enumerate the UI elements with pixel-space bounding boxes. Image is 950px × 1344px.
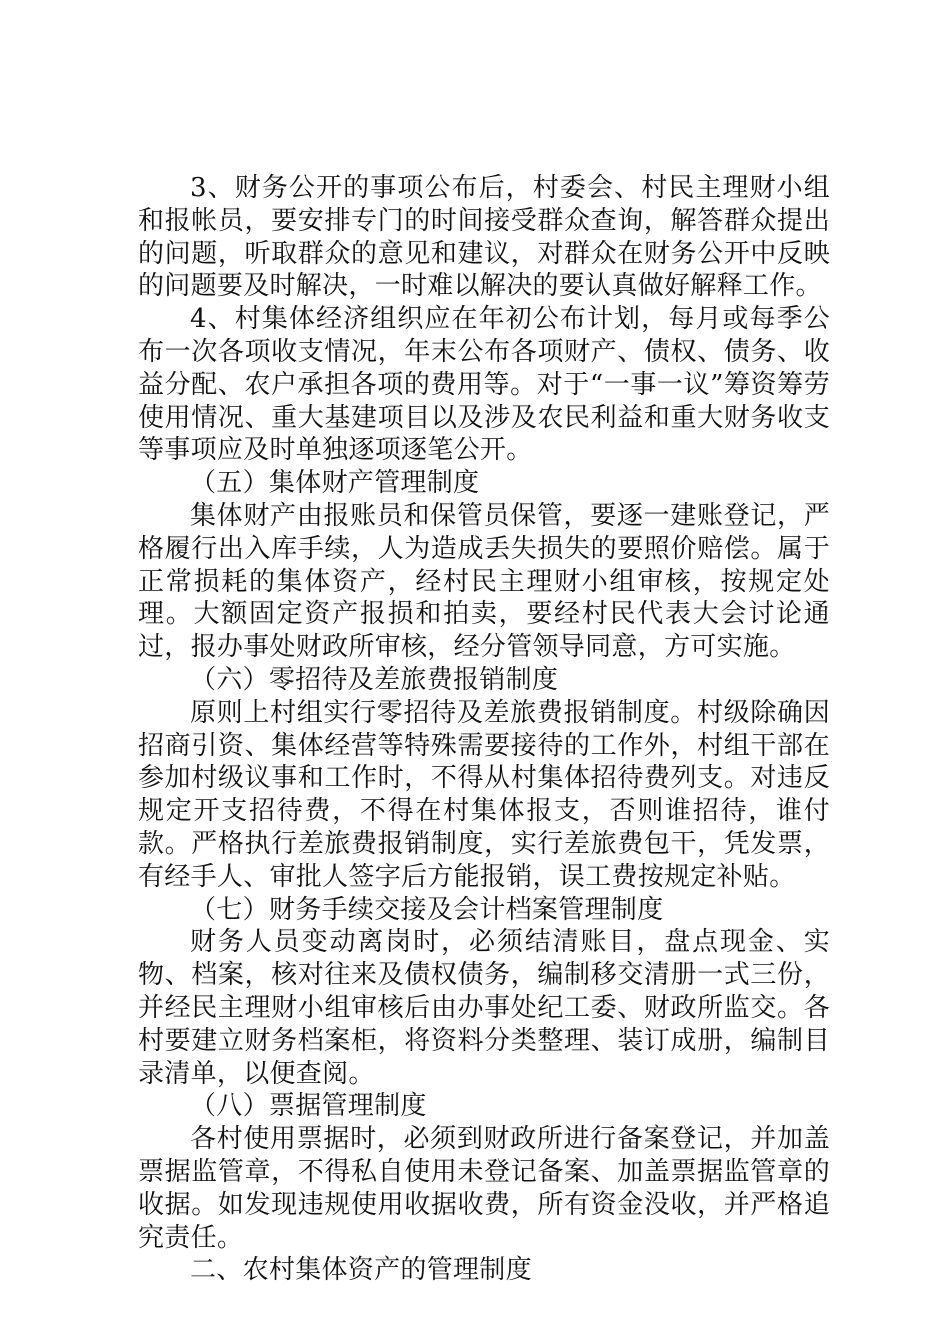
paragraph-handover-archives: 财务人员变动离岗时，必须结清账目，盘点现金、实物、档案，核对往来及债权债务，编制移交清册一式三份，并经民主理财小组审核后由办事处纪工委、财政所监交。各村要建立财务档案柜，将资料分类整理、装订成册，编制目录清单，以便查阅。 <box>138 927 830 1089</box>
section-heading-5: （五）集体财产管理制度 <box>190 468 480 499</box>
paragraph-receipts: 各村使用票据时，必须到财政所进行备案登记，并加盖票据监管章，不得私自使用未登记备案、加盖票据监管章的收据。如发现违规使用收据收费，所有资金没收，并严格追究责任。 <box>138 1124 830 1253</box>
paragraph-item-4: 4、村集体经济组织应在年初公布计划，每月或每季公布一次各项收支情况，年末公布各项财产、债权、债务、收益分配、农户承担各项的费用等。对于“一事一议”筹资筹劳使用情况、重大基建项目以及涉及农民利益和重大财务收支等事项应及时单独逐项逐笔公开。 <box>138 304 830 466</box>
document-body <box>138 172 830 1287</box>
section-heading-7: （七）财务手续交接及会计档案管理制度 <box>190 894 664 925</box>
section-heading-6: （六）零招待及差旅费报销制度 <box>190 664 559 695</box>
section-heading-8: （八）票据管理制度 <box>190 1091 427 1122</box>
paragraph-reception-travel: 原则上村组实行零招待及差旅费报销制度。村级除确因招商引资、集体经营等特殊需要接待的工作外，村组干部在参加村级议事和工作时，不得从村集体招待费列支。对违反规定开支招待费，不得在村集体报支，否则谁招待，谁付款。严格执行差旅费报销制度，实行差旅费包干，凭发票，有经手人、审批人签字后方能报销，误工费按规定补贴。 <box>138 697 830 892</box>
paragraph-item-3: 3、财务公开的事项公布后，村委会、村民主理财小组和报帐员，要安排专门的时间接受群众查询，解答群众提出的问题，听取群众的意见和建议，对群众在财务公开中反映的问题要及时解决，一时难以解决的要认真做好解释工作。 <box>138 173 830 302</box>
chapter-heading-2: 二、农村集体资产的管理制度 <box>190 1255 532 1286</box>
paragraph-collective-property: 集体财产由报账员和保管员保管，要逐一建账登记，严格履行出入库手续，人为造成丢失损失的要照价赔偿。属于正常损耗的集体资产，经村民主理财小组审核，按规定处理。大额固定资产报损和拍卖，要经村民代表大会讨论通过，报办事处财政所审核，经分管领导同意，方可实施。 <box>138 500 830 663</box>
